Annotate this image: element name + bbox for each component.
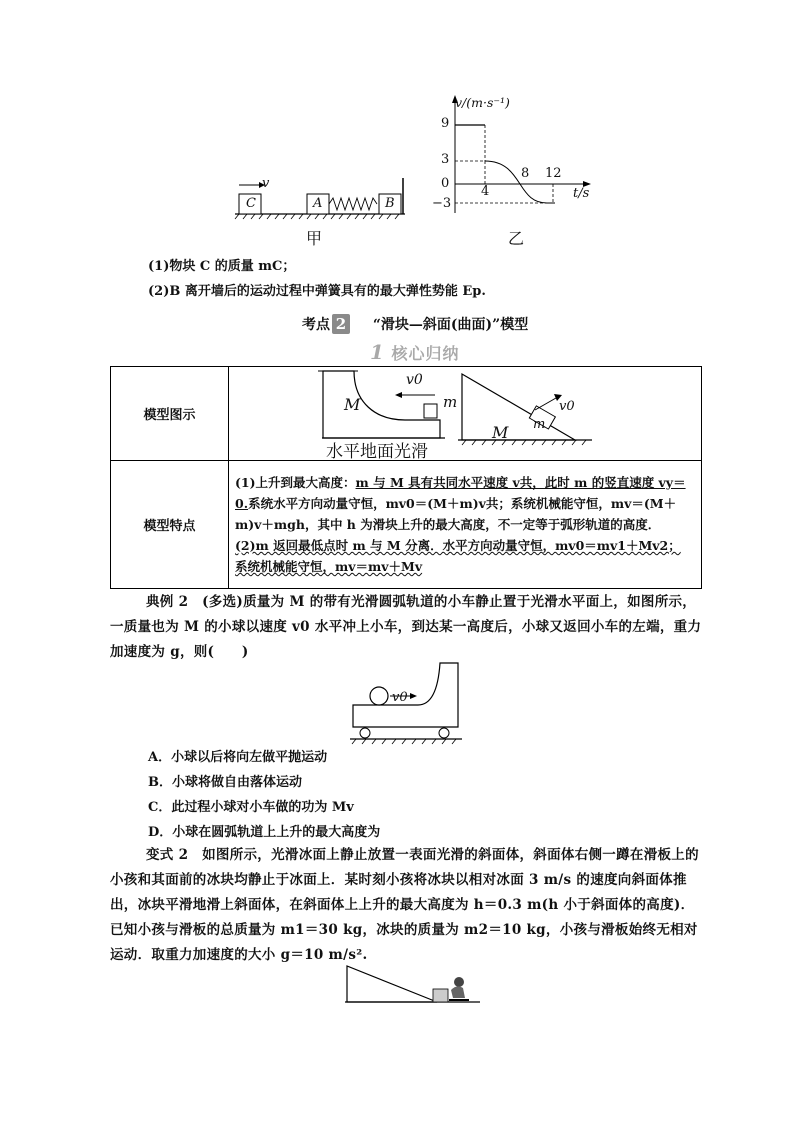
example-2-text: 典例 2 (多选)质量为 M 的带有光滑圆弧轨道的小车静止置于光滑水平面上，如图所示，一质量也为 M 的小球以速度 v0 水平冲上小车，到达某一高度后，小球又返回小车的左端，重力加速度为 g，则( ) xyxy=(110,594,702,660)
row-head-features: 模型特点 xyxy=(111,461,229,589)
right-fig-m: m xyxy=(533,417,546,432)
model-features-cell xyxy=(229,461,702,589)
left-fig-m: m xyxy=(443,393,458,411)
figure-jia-label: 甲 xyxy=(306,229,323,248)
question-1: (1)物块 C 的质量 mC； xyxy=(148,259,296,274)
right-fig-M: M xyxy=(492,423,509,442)
x-tick-12: 12 xyxy=(545,166,562,181)
x-tick-4: 4 xyxy=(481,184,490,199)
option-c: C．此过程小球对小车做的功为 Mv xyxy=(148,800,354,815)
model-table xyxy=(110,366,702,589)
variant-2-text: 变式 2 如图所示，光滑冰面上静止放置一表面光滑的斜面体，斜面体右侧一蹲在滑板上的小孩和其面前的冰块均静止于冰面上．某时刻小孩将冰块以相对冰面 3 m/s 的速度向斜面体推出，冰块平滑地滑上斜面体，在斜面体上上升的最大高度为 h＝0.3 m(h 小于斜面体的高度)．已知小孩与滑板的总质量为 m1＝30 kg，冰块的质量为 m2＝10 kg，小孩与滑板始终无相对运动．取重力加速度的大小 g＝10 m/s². xyxy=(110,847,699,963)
feature-1-intro: (1)上升到最大高度： xyxy=(235,475,356,490)
model-figure-cell xyxy=(229,367,702,461)
example-2-v0: v0 xyxy=(392,690,408,705)
figure-yi-label: 乙 xyxy=(508,229,525,248)
sub-banner xyxy=(370,340,460,364)
feature-2-energy: 系统机械能守恒，mv＝mv＋Mv xyxy=(235,559,423,574)
ground-smooth-label: 水平地面光滑 xyxy=(326,442,428,462)
kaodian-label: 考点 xyxy=(302,317,330,333)
y-tick-3: 3 xyxy=(441,152,450,167)
y-tick-9: 9 xyxy=(441,116,450,131)
row-head-figure: 模型图示 xyxy=(111,367,229,461)
block-c-label: C xyxy=(246,196,256,211)
x-tick-8: 8 xyxy=(521,166,530,181)
left-fig-v0: v0 xyxy=(406,372,423,388)
x-axis-label: t/s xyxy=(573,186,590,201)
model-figures xyxy=(230,368,700,459)
option-a: A．小球以后将向左做平抛运动 xyxy=(148,750,328,765)
block-a-label: A xyxy=(313,196,323,211)
example-2-figure xyxy=(350,655,470,745)
option-b: B．小球将做自由落体运动 xyxy=(148,775,302,790)
feature-1-condition: m 与 M 具有共同水平速度 v共，此时 m 的竖直速度 vy＝0. xyxy=(235,475,686,511)
option-d: D．小球在圆弧轨道上上升的最大高度为 xyxy=(148,825,381,840)
section-title: “滑块—斜面(曲面)”模型 xyxy=(372,317,529,333)
block-b-label: B xyxy=(385,196,395,211)
velocity-label: v xyxy=(262,176,270,191)
section-heading xyxy=(302,314,528,334)
variant-2-figure xyxy=(345,962,485,1012)
sub-banner-num: 1 xyxy=(370,340,385,364)
y-axis-label: v/(m·s⁻¹) xyxy=(455,95,510,110)
y-tick-neg3: −3 xyxy=(432,196,452,211)
feature-2-detail: (2)m 返回最低点时 m 与 M 分离．水平方向动量守恒，mv0＝mv1＋Mv2； xyxy=(235,538,681,553)
kaodian-number: 2 xyxy=(332,314,350,334)
sub-banner-title: 核心归纳 xyxy=(391,344,460,363)
left-fig-M: M xyxy=(344,395,361,414)
question-2: (2)B 离开墙后的运动过程中弹簧具有的最大弹性势能 Ep. xyxy=(148,284,486,299)
right-fig-v0: v0 xyxy=(559,399,575,414)
feature-1-detail: 系统水平方向动量守恒，mv0＝(M＋m)v共；系统机械能守恒，mv＝(M＋m)v＋mgh，其中 h 为滑块上升的最大高度，不一定等于弧形轨道的高度． xyxy=(235,496,677,532)
y-tick-0: 0 xyxy=(441,176,450,191)
